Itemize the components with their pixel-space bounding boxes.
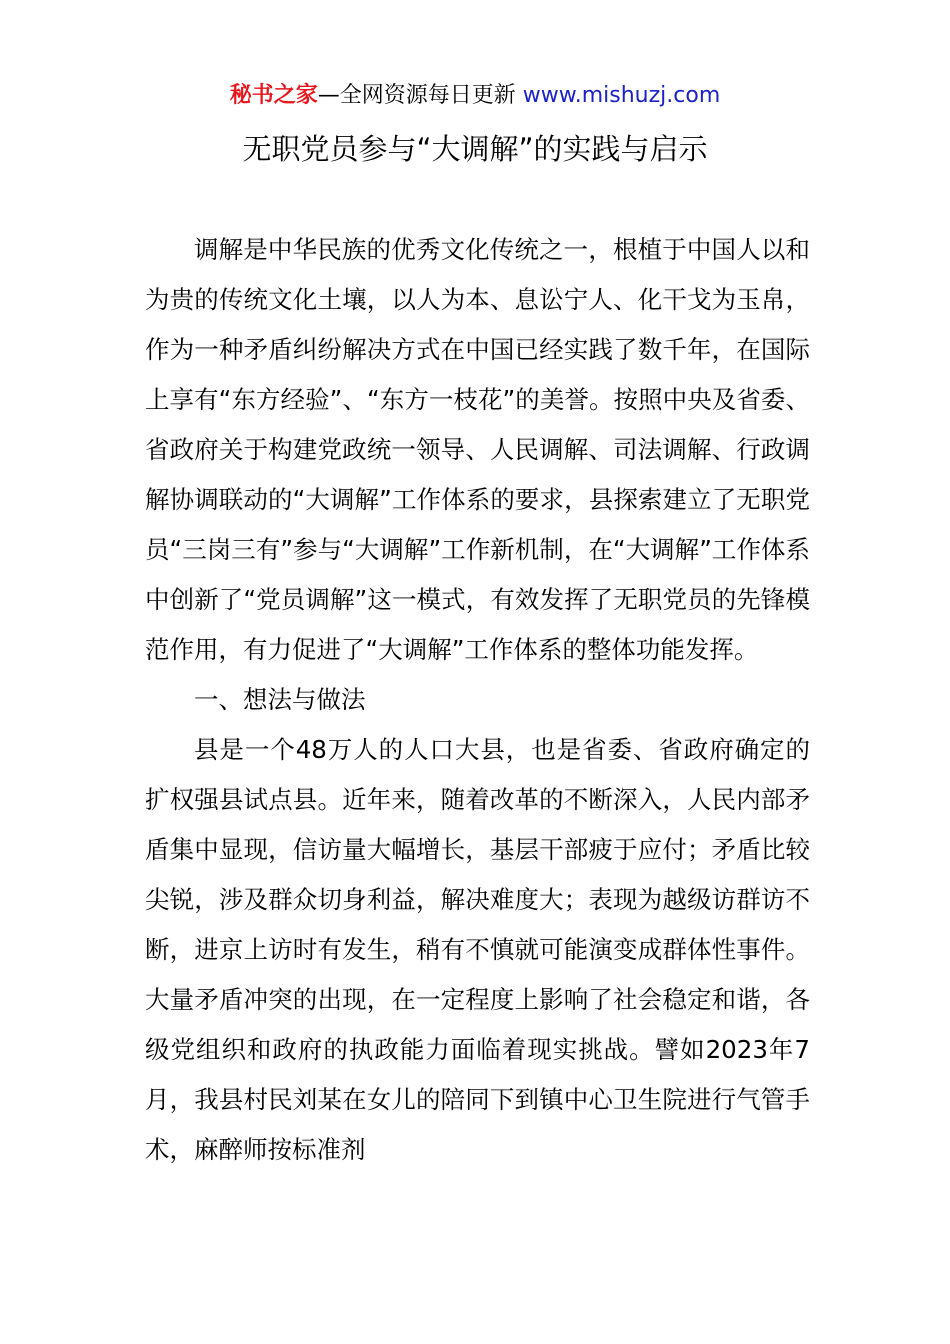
site-brand: 秘书之家 xyxy=(229,83,318,108)
document-title: 无职党员参与“大调解”的实践与启示 xyxy=(242,132,708,166)
body-paragraph: 县是一个48万人的人口大县，也是省委、省政府确定的扩权强县试点县。近年来，随着改革的不断深入，人民内部矛盾集中显现，信访量大幅增长，基层干部疲于应付；矛盾比较尖锐，涉及群众切身利益，解决难度大；表现为越级访群访不断，进京上访时有发生，稍有不慎就可能演变成群体性事件。大量矛盾冲突的出现，在一定程度上影响了社会稳定和谐，各级党组织和政府的执政能力面临着现实挑战。譬如2023年7月，我县村民刘某在女儿的陪同下到镇中心卫生院进行气管手术，麻醉师按标准剂 xyxy=(145,735,810,1164)
site-header xyxy=(0,80,950,112)
section-heading: 一、想法与做法 xyxy=(194,685,366,714)
document-body xyxy=(145,225,810,1175)
site-tagline: —全网资源每日更新 xyxy=(317,83,516,108)
intro-paragraph: 调解是中华民族的优秀文化传统之一，根植于中国人以和为贵的传统文化土壤，以人为本、息讼宁人、化干戈为玉帛，作为一种矛盾纠纷解决方式在中国已经实践了数千年，在国际上享有“东方经验”、“东方一枝花”的美誉。按照中央及省委、省政府关于构建党政统一领导、人民调解、司法调解、行政调解协调联动的“大调解”工作体系的要求，县探索建立了无职党员“三岗三有”参与“大调解”工作新机制，在“大调解”工作体系中创新了“党员调解”这一模式，有效发挥了无职党员的先锋模范作用，有力促进了“大调解”工作体系的整体功能发挥。 xyxy=(145,235,810,664)
site-url-link[interactable]: www.mishuzj.com xyxy=(522,83,721,108)
